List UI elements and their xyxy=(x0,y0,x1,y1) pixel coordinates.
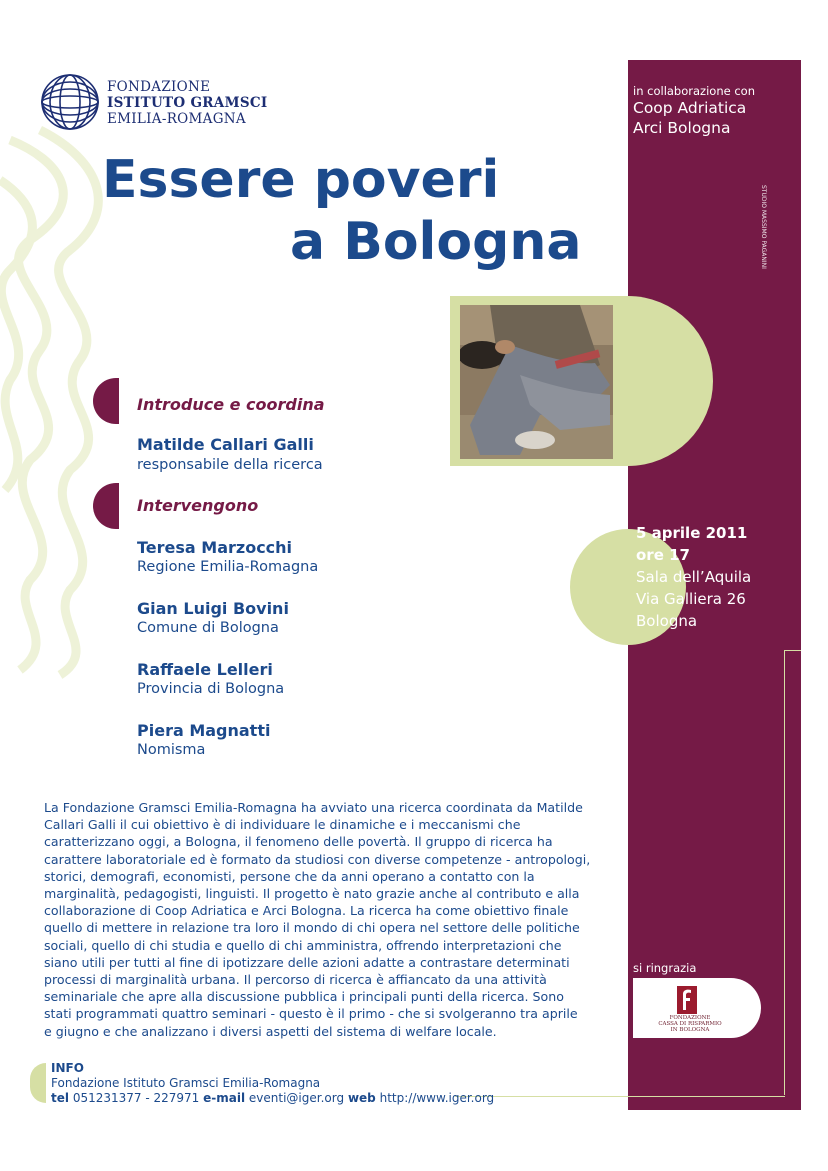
sponsor-text-line: IN BOLOGNA xyxy=(670,1027,710,1033)
sponsor-text-line: CASSA DI RISPARMIO xyxy=(658,1021,722,1027)
description-line: La Fondazione Gramsci Emilia-Romagna ha avviato una ricerca coordinata da Matilde xyxy=(44,800,583,815)
speaker-role: Comune di Bologna xyxy=(137,620,279,636)
collaboration-partner: Coop Adriatica xyxy=(633,99,747,117)
tel-label: tel xyxy=(51,1091,69,1105)
divider-line xyxy=(784,650,785,1095)
page-title-line-2: a Bologna xyxy=(290,212,582,272)
intro-name: Matilde Callari Galli xyxy=(137,435,314,454)
gramsci-globe-logo-icon xyxy=(40,72,100,132)
intro-role: responsabile della ricerca xyxy=(137,457,323,473)
speaker-name: Teresa Marzocchi xyxy=(137,538,293,557)
speaker-name: Gian Luigi Bovini xyxy=(137,599,289,618)
web-link[interactable]: http://www.iger.org xyxy=(379,1091,495,1105)
info-contact xyxy=(51,1091,494,1105)
tel-number: 051231377 - 227971 xyxy=(72,1091,200,1105)
sponsor-logo-text xyxy=(640,1015,740,1033)
web-label: web xyxy=(347,1091,376,1105)
description-line: siano utili per tutti al fine di ipotizzare delle azioni adatte a contrastare determinati xyxy=(44,954,570,970)
email-label: e-mail xyxy=(203,1091,246,1105)
event-street: Via Galliera 26 xyxy=(636,590,746,608)
description-line: carattere laboratoriale ed è formato da studiosi con diverse competenze - antropologi, xyxy=(44,851,591,867)
description-line: Callari Galli il cui obiettivo è di individuare le dinamiche e i meccanismi che xyxy=(44,817,521,833)
intro-label: Introduce e coordina xyxy=(137,395,325,414)
description-line: marginalità, pedagogisti, linguisti. Il progetto è nato grazie anche al contributo e alla xyxy=(44,886,580,902)
event-time: ore 17 xyxy=(636,546,690,564)
description-line: e giugno e che analizzano i diversi aspetti del sistema di welfare locale. xyxy=(44,1023,497,1039)
info-marker xyxy=(30,1063,46,1103)
logo-line-1: FONDAZIONE xyxy=(107,79,211,95)
email-link[interactable]: eventi@iger.org xyxy=(248,1091,345,1105)
description-line: quello di mettere in relazione tra loro il mondo di chi opera nel settore delle politiche xyxy=(44,920,580,936)
sponsor-text-line: FONDAZIONE xyxy=(669,1015,711,1021)
info-organization: Fondazione Istituto Gramsci Emilia-Romagna xyxy=(51,1076,321,1090)
thanks-label: si ringrazia xyxy=(633,961,697,975)
event-city: Bologna xyxy=(636,612,698,630)
description-line: processi di marginalità urbana. Il percorso di ricerca è affiancato da una attività xyxy=(44,972,547,988)
description-line: stati programmati quattro seminari - questo è il primo - che si svolgeranno tra aprile xyxy=(44,1006,578,1022)
speaker-name: Raffaele Lelleri xyxy=(137,660,273,679)
description-line: caratterizzano oggi, a Bologna, il fenomeno delle povertà. Il gruppo di ricerca ha xyxy=(44,834,553,850)
info-title: INFO xyxy=(51,1061,84,1075)
logo-line-3: EMILIA-ROMAGNA xyxy=(107,111,246,127)
speaker-role: Nomisma xyxy=(137,742,206,758)
page-title-line-1: Essere poveri xyxy=(102,150,500,210)
sponsor-logo-icon xyxy=(677,986,697,1014)
collaboration-label: in collaborazione con xyxy=(633,84,755,98)
description-text xyxy=(44,799,624,1040)
speaker-role: Provincia di Bologna xyxy=(137,681,285,697)
speaker-role: Regione Emilia-Romagna xyxy=(137,559,319,575)
description-line: sociali, quello di chi studia e quello di chi amministra, offrendo interpretazioni che xyxy=(44,937,562,953)
designer-credit: STUDIO MASSIMO PAGANINI xyxy=(760,185,767,269)
speakers-label: Intervengono xyxy=(137,496,259,515)
person-sitting-photo xyxy=(460,305,613,459)
collaboration-partner: Arci Bologna xyxy=(633,119,731,137)
speaker-name: Piera Magnatti xyxy=(137,721,271,740)
divider-line xyxy=(455,1096,785,1097)
event-place: Sala dell’Aquila xyxy=(636,568,752,586)
description-line: seminariale che apre alla discussione pubblica i principali punti della ricerca. Sono xyxy=(44,989,564,1005)
event-date: 5 aprile 2011 xyxy=(636,524,748,542)
description-line: storici, demografi, economisti, persone che da anni operano a contatto con la xyxy=(44,868,535,884)
logo-line-2: ISTITUTO GRAMSCI xyxy=(107,95,268,111)
divider-line xyxy=(784,650,801,651)
description-line: collaborazione di Coop Adriatica e Arci Bologna. La ricerca ha come obiettivo finale xyxy=(44,903,569,919)
